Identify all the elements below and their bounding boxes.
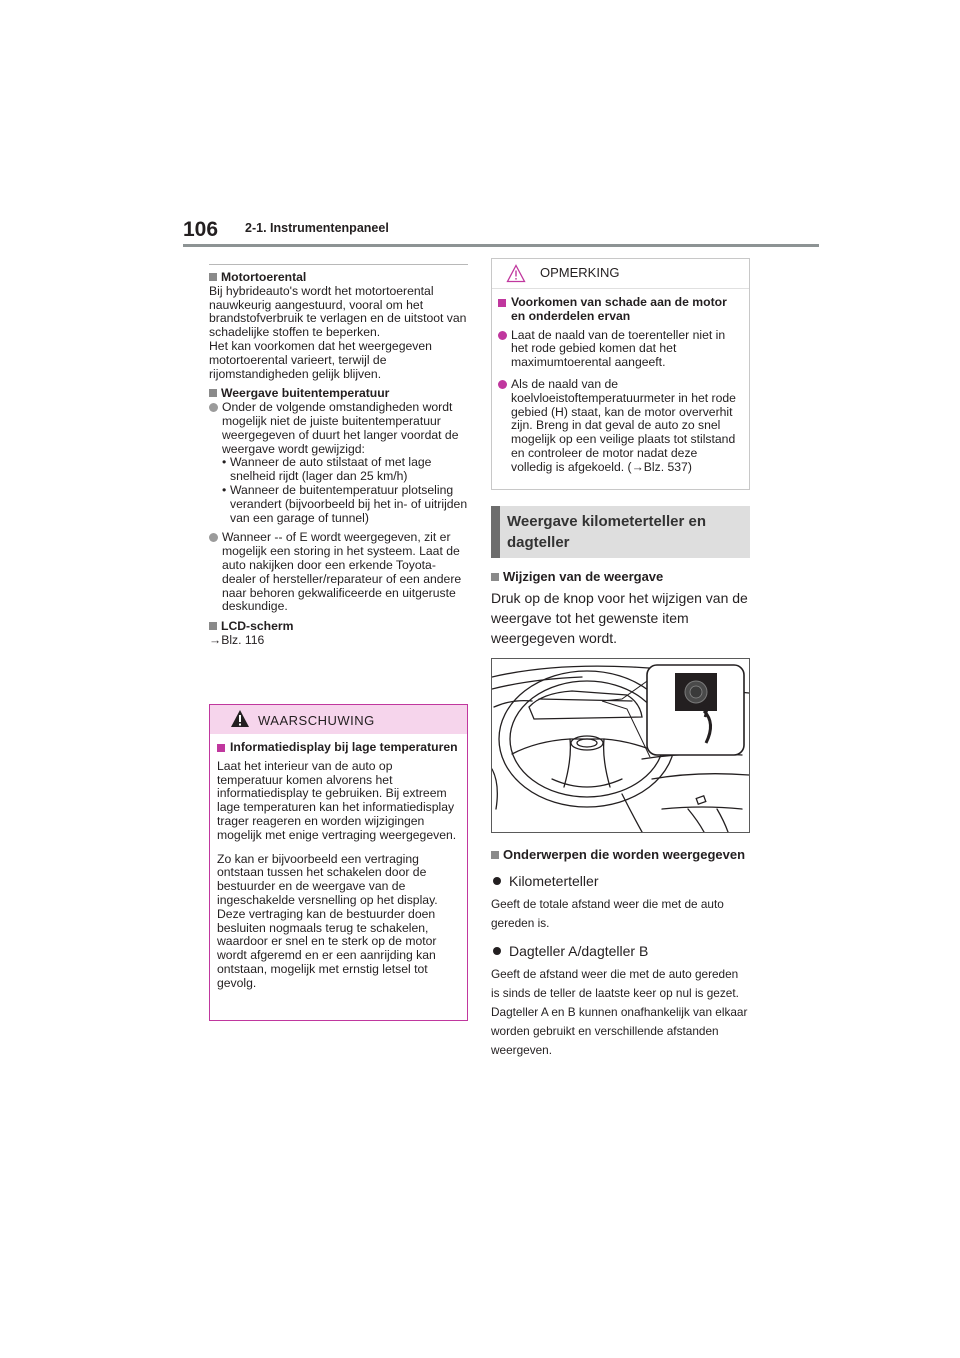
steering-wheel-illustration	[491, 658, 750, 833]
odometer-description: Geeft de totale afstand weer die met de auto gereden is.	[491, 897, 724, 930]
square-bullet-icon	[209, 389, 217, 397]
round-bullet-icon	[209, 403, 218, 412]
notice-header	[492, 259, 749, 289]
round-bullet-icon	[498, 331, 507, 340]
warning-triangle-icon	[230, 709, 250, 728]
chapter-title: 2-1. Instrumentenpaneel	[245, 221, 389, 235]
notice-subheading: Voorkomen van schade aan de motor en onderdelen ervan	[498, 296, 742, 324]
header-rule	[183, 244, 819, 247]
warning-header	[210, 705, 467, 734]
square-bullet-icon	[491, 573, 499, 581]
section-title: Weergave kilometerteller en dagteller	[507, 513, 706, 551]
warning-title: WAARSCHUWING	[258, 713, 375, 728]
lcd-page-reference[interactable]: →Blz. 116	[209, 632, 265, 647]
warning-paragraph-2: Zo kan er bijvoorbeeld een vertraging ontstaan tussen het schakelen door de bestuurder en de weergave van de ingeschakelde versnelling op het display. Deze vertraging kan de bestuurder doen besluiten nogmaals terug te schakelen, waardoor er snel en te sterk op de motor wordt afgeremd en er een aanrijding kan ontstaan, mogelijk met ernstig letsel tot gevolg.	[217, 851, 438, 990]
sub-bullet-marker: •	[222, 455, 227, 470]
sub-item: • Wanneer de buitentemperatuur plotseling verandert (bijvoorbeeld bij het in- of uitrijden van een garage of tunnel)	[222, 482, 468, 525]
notice-title: OPMERKING	[540, 265, 620, 280]
square-bullet-icon	[217, 744, 225, 752]
notice-body	[492, 289, 749, 475]
notice-triangle-icon	[506, 264, 526, 283]
warning-box	[209, 704, 468, 1021]
items-heading: Onderwerpen die worden weergegeven	[491, 845, 750, 865]
outside-temp-heading: Weergave buitentemperatuur	[209, 387, 468, 401]
square-bullet-icon	[491, 851, 499, 859]
left-column	[209, 264, 468, 648]
warning-subheading: Informatiedisplay bij lage temperaturen	[217, 741, 460, 755]
warning-body	[210, 734, 467, 991]
lcd-heading: LCD-scherm	[209, 620, 468, 634]
trip-meter-item: Dagteller A/dagteller B	[491, 941, 750, 961]
notice-box	[491, 258, 750, 490]
outside-temp-bullet-1: Onder de volgende omstandigheden wordt mogelijk niet de juiste buitentemperatuur weergegeven of duurt het langer voordat de weergave wordt gewijzigd: • Wanneer de auto stilstaat of met lage snelheid rijdt (lager dan 25 km/h) • Wanneer de buitentemperatuur plotseling verandert (bijvoorbeeld bij het in- of uitrijden van een garage of tunnel)	[209, 401, 468, 525]
engine-speed-text: Bij hybrideauto's wordt het motortoerental nauwkeurig aangestuurd, vooral om het brandstofverbruik te verlagen en de uitstoot van schadelijke stoffen te beperken.	[209, 283, 467, 340]
engine-speed-heading: Motortoerental	[209, 271, 468, 285]
notice-bullet-1: Laat de naald van de toerenteller niet in het rode gebied komen dat het maximumtoerental aangeeft.	[498, 329, 742, 370]
engine-speed-text-2: Het kan voorkomen dat het weergegeven motortoerental varieert, terwijl de rijomstandigheden gelijk blijven.	[209, 338, 432, 381]
round-bullet-icon	[498, 380, 507, 389]
round-bullet-icon	[493, 877, 501, 885]
outside-temp-bullet-2: Wanneer -- of E wordt weergegeven, zit er mogelijk een storing in het systeem. Laat de auto nakijken door een erkende Toyota-dealer of hersteller/reparateur of een andere naar behoren gekwalificeerde en uitgeruste deskundige.	[209, 531, 468, 614]
section-top-rule	[209, 264, 468, 265]
change-display-text: Druk op de knop voor het wijzigen van de weergave tot het gewenste item weergegeven wordt.	[491, 590, 748, 646]
round-bullet-icon	[209, 533, 218, 542]
square-bullet-icon	[209, 273, 217, 281]
trip-meter-description: Geeft de afstand weer die met de auto gereden is sinds de teller de laatste keer op nul is gezet. Dagteller A en B kunnen onafhankelijk van elkaar worden gebruikt en verschillende afstanden weergeven.	[491, 967, 748, 1057]
change-display-heading: Wijzigen van de weergave	[491, 569, 750, 585]
sub-bullet-marker: •	[222, 482, 227, 497]
sub-item: • Wanneer de auto stilstaat of met lage snelheid rijdt (lager dan 25 km/h)	[222, 455, 432, 484]
page-number: 106	[183, 218, 219, 241]
section-heading-box	[491, 506, 750, 558]
steering-wheel-illustration-svg	[492, 659, 749, 832]
section-heading-bar	[491, 506, 500, 558]
square-bullet-icon	[498, 299, 506, 307]
odometer-item: Kilometerteller	[491, 871, 750, 891]
square-bullet-icon	[209, 622, 217, 630]
right-column	[491, 258, 750, 1060]
round-bullet-icon	[493, 947, 501, 955]
warning-paragraph-1: Laat het interieur van de auto op temperatuur komen alvorens het informatiedisplay te gebruiken. Bij extreem lage temperaturen kan het informatiedisplay trager reageren en worden wijzigingen mogelijk met enige vertraging weergegeven.	[217, 758, 457, 842]
notice-bullet-2: Als de naald van de koelvloeistoftemperatuurmeter in het rode gebied (H) staat, kan de motor oververhit zijn. Breng in dat geval de auto zo snel mogelijk op een veilige plaats tot stilstand en controleer de motor nadat deze volledig is afgekoeld. (→Blz. 537)	[498, 378, 742, 475]
